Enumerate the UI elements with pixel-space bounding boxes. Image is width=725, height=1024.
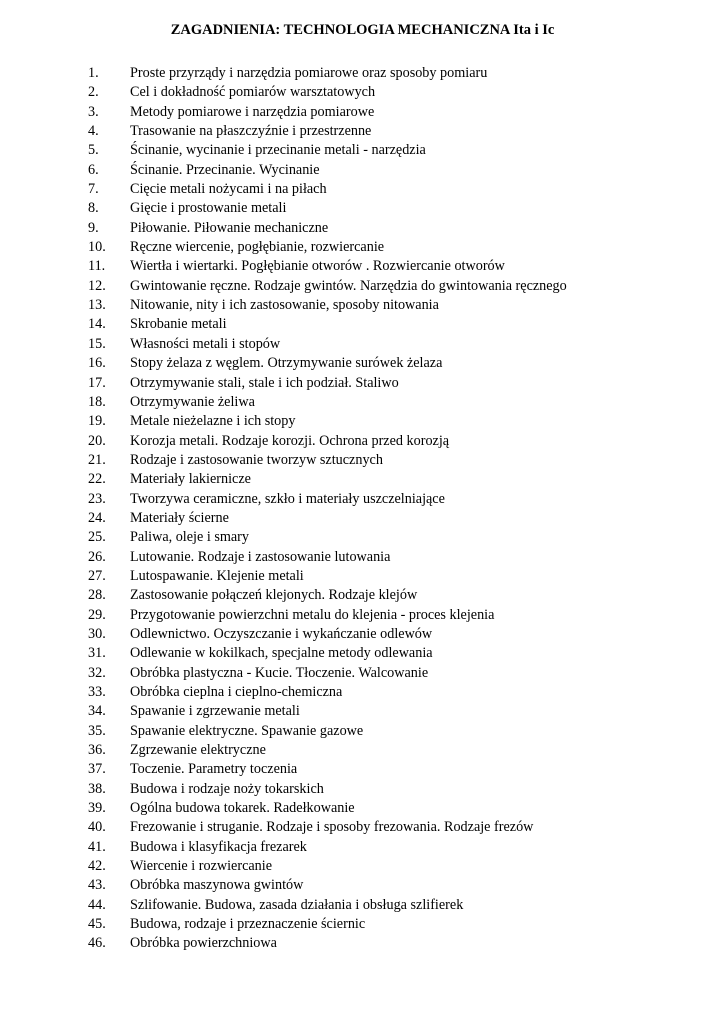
item-text: Rodzaje i zastosowanie tworzyw sztucznych	[130, 451, 383, 468]
item-text: Obróbka cieplna i cieplno-chemiczna	[130, 684, 343, 700]
list-item	[0, 780, 725, 799]
list-item	[0, 702, 725, 721]
item-text: Lutowanie. Rodzaje i zastosowanie lutowania	[130, 548, 391, 565]
item-number: 28.	[88, 587, 106, 604]
item-number: 2.	[88, 84, 99, 101]
item-number: 33.	[88, 684, 106, 700]
list-item	[0, 915, 725, 934]
item-text: Obróbka plastyczna - Kucie. Tłoczenie. Walcowanie	[130, 664, 429, 681]
list-item	[0, 315, 725, 334]
item-number: 5.	[88, 142, 99, 159]
list-item	[0, 625, 725, 644]
item-number: 40.	[88, 819, 106, 836]
item-text: Ścinanie. Przecinanie. Wycinanie	[130, 161, 320, 178]
item-number: 44.	[88, 896, 106, 913]
item-number: 6.	[88, 161, 99, 178]
item-number: 15.	[88, 335, 106, 352]
list-item	[0, 412, 725, 431]
item-number: 30.	[88, 625, 106, 642]
item-number: 12.	[88, 277, 106, 294]
item-text: Zastosowanie połączeń klejonych. Rodzaje klejów	[130, 587, 418, 604]
item-text: Przygotowanie powierzchni metalu do klejenia - proces klejenia	[130, 606, 495, 623]
item-number: 21.	[88, 451, 106, 468]
item-text: Otrzymywanie żeliwa	[130, 393, 255, 410]
list-item	[0, 103, 725, 122]
list-item	[0, 451, 725, 470]
list-item	[0, 528, 725, 547]
item-text: Budowa i rodzaje noży tokarskich	[130, 780, 324, 797]
list-item	[0, 257, 725, 276]
item-text: Wiercenie i rozwiercanie	[130, 858, 272, 875]
list-item	[0, 354, 725, 373]
item-text: Odlewnictwo. Oczyszczanie i wykańczanie odlewów	[130, 625, 433, 642]
item-text: Paliwa, oleje i smary	[130, 529, 249, 546]
item-number: 22.	[88, 471, 106, 488]
item-text: Własności metali i stopów	[130, 335, 281, 352]
list-item	[0, 799, 725, 818]
item-text: Frezowanie i struganie. Rodzaje i sposoby frezowania. Rodzaje frezów	[130, 819, 534, 836]
item-text: Materiały ścierne	[130, 509, 229, 526]
item-text: Trasowanie na płaszczyźnie i przestrzenne	[130, 123, 372, 140]
item-text: Gięcie i prostowanie metali	[130, 200, 287, 217]
list-item	[0, 180, 725, 199]
item-number: 34.	[88, 703, 106, 720]
item-text: Metale nieżelazne i ich stopy	[130, 413, 296, 430]
list-item	[0, 83, 725, 102]
list-item	[0, 644, 725, 663]
item-number: 13.	[88, 297, 106, 314]
page-title: ZAGADNIENIA: TECHNOLOGIA MECHANICZNA Ita i Ic	[170, 22, 555, 38]
item-text: Zgrzewanie elektryczne	[130, 742, 266, 759]
list-item	[0, 876, 725, 895]
list-item	[0, 296, 725, 315]
list-item	[0, 161, 725, 180]
list-item	[0, 509, 725, 528]
list-item	[0, 760, 725, 779]
item-number: 41.	[88, 838, 106, 855]
item-number: 7.	[88, 181, 99, 198]
item-number: 4.	[88, 123, 99, 140]
item-number: 24.	[88, 509, 106, 526]
item-text: Spawanie elektryczne. Spawanie gazowe	[130, 722, 364, 739]
item-number: 43.	[88, 877, 106, 894]
item-number: 42.	[88, 858, 106, 875]
item-number: 9.	[88, 219, 99, 236]
item-number: 45.	[88, 916, 106, 933]
item-text: Obróbka powierzchniowa	[130, 935, 277, 952]
item-text: Stopy żelaza z węglem. Otrzymywanie surówek żelaza	[130, 355, 443, 372]
topic-list	[0, 64, 725, 954]
item-number: 11.	[88, 258, 106, 275]
item-number: 8.	[88, 200, 99, 217]
list-item	[0, 199, 725, 218]
list-item	[0, 432, 725, 451]
list-item	[0, 470, 725, 489]
list-item	[0, 122, 725, 141]
item-text: Szlifowanie. Budowa, zasada działania i obsługa szlifierek	[130, 896, 464, 913]
item-number: 10.	[88, 239, 106, 256]
item-number: 14.	[88, 316, 106, 333]
list-item	[0, 896, 725, 915]
item-number: 23.	[88, 490, 106, 507]
item-number: 46.	[88, 935, 106, 952]
list-item	[0, 548, 725, 567]
list-item	[0, 64, 725, 83]
item-number: 3.	[88, 103, 99, 120]
list-item	[0, 818, 725, 837]
list-item	[0, 490, 725, 509]
item-number: 38.	[88, 780, 106, 797]
item-number: 39.	[88, 800, 106, 817]
item-text: Budowa i klasyfikacja frezarek	[130, 838, 307, 855]
item-text: Cel i dokładność pomiarów warsztatowych	[130, 84, 376, 101]
list-item	[0, 335, 725, 354]
list-item	[0, 838, 725, 857]
item-text: Ogólna budowa tokarek. Radełkowanie	[130, 800, 355, 817]
item-text: Odlewanie w kokilkach, specjalne metody odlewania	[130, 645, 433, 662]
item-number: 35.	[88, 722, 106, 739]
item-text: Ręczne wiercenie, pogłębianie, rozwiercanie	[130, 239, 385, 256]
list-item	[0, 857, 725, 876]
item-text: Tworzywa ceramiczne, szkło i materiały uszczelniające	[130, 490, 445, 507]
item-text: Gwintowanie ręczne. Rodzaje gwintów. Narzędzia do gwintowania ręcznego	[130, 277, 567, 294]
item-text: Korozja metali. Rodzaje korozji. Ochrona przed korozją	[130, 432, 450, 449]
item-text: Proste przyrządy i narzędzia pomiarowe oraz sposoby pomiaru	[130, 65, 488, 81]
item-text: Budowa, rodzaje i przeznaczenie ściernic	[130, 916, 366, 933]
item-text: Obróbka maszynowa gwintów	[130, 877, 304, 894]
item-number: 32.	[88, 664, 106, 681]
list-item	[0, 683, 725, 702]
item-number: 1.	[88, 65, 99, 81]
item-number: 27.	[88, 567, 106, 584]
item-text: Metody pomiarowe i narzędzia pomiarowe	[130, 103, 375, 120]
list-item	[0, 141, 725, 160]
item-text: Wiertła i wiertarki. Pogłębianie otworów . Rozwiercanie otworów	[130, 258, 505, 275]
item-number: 36.	[88, 742, 106, 759]
list-item	[0, 277, 725, 296]
list-item	[0, 722, 725, 741]
item-number: 18.	[88, 393, 106, 410]
item-number: 25.	[88, 529, 106, 546]
item-text: Spawanie i zgrzewanie metali	[130, 703, 300, 720]
list-item	[0, 374, 725, 393]
item-number: 17.	[88, 374, 106, 391]
item-text: Materiały lakiernicze	[130, 471, 251, 488]
item-text: Nitowanie, nity i ich zastosowanie, sposoby nitowania	[130, 297, 439, 314]
item-text: Otrzymywanie stali, stale i ich podział. Staliwo	[130, 374, 399, 391]
list-item	[0, 238, 725, 257]
item-text: Piłowanie. Piłowanie mechaniczne	[130, 219, 329, 236]
item-number: 29.	[88, 606, 106, 623]
item-number: 31.	[88, 645, 106, 662]
list-item	[0, 586, 725, 605]
list-item	[0, 664, 725, 683]
list-item	[0, 567, 725, 586]
item-text: Lutospawanie. Klejenie metali	[130, 567, 304, 584]
item-text: Skrobanie metali	[130, 316, 227, 333]
list-item	[0, 741, 725, 760]
list-item	[0, 219, 725, 238]
list-item	[0, 934, 725, 953]
item-text: Ścinanie, wycinanie i przecinanie metali - narzędzia	[130, 142, 426, 159]
list-item	[0, 606, 725, 625]
item-text: Toczenie. Parametry toczenia	[130, 761, 298, 778]
item-number: 26.	[88, 548, 106, 565]
item-number: 37.	[88, 761, 106, 778]
item-number: 19.	[88, 413, 106, 430]
list-item	[0, 393, 725, 412]
item-text: Cięcie metali nożycami i na piłach	[130, 181, 327, 198]
item-number: 16.	[88, 355, 106, 372]
item-number: 20.	[88, 432, 106, 449]
